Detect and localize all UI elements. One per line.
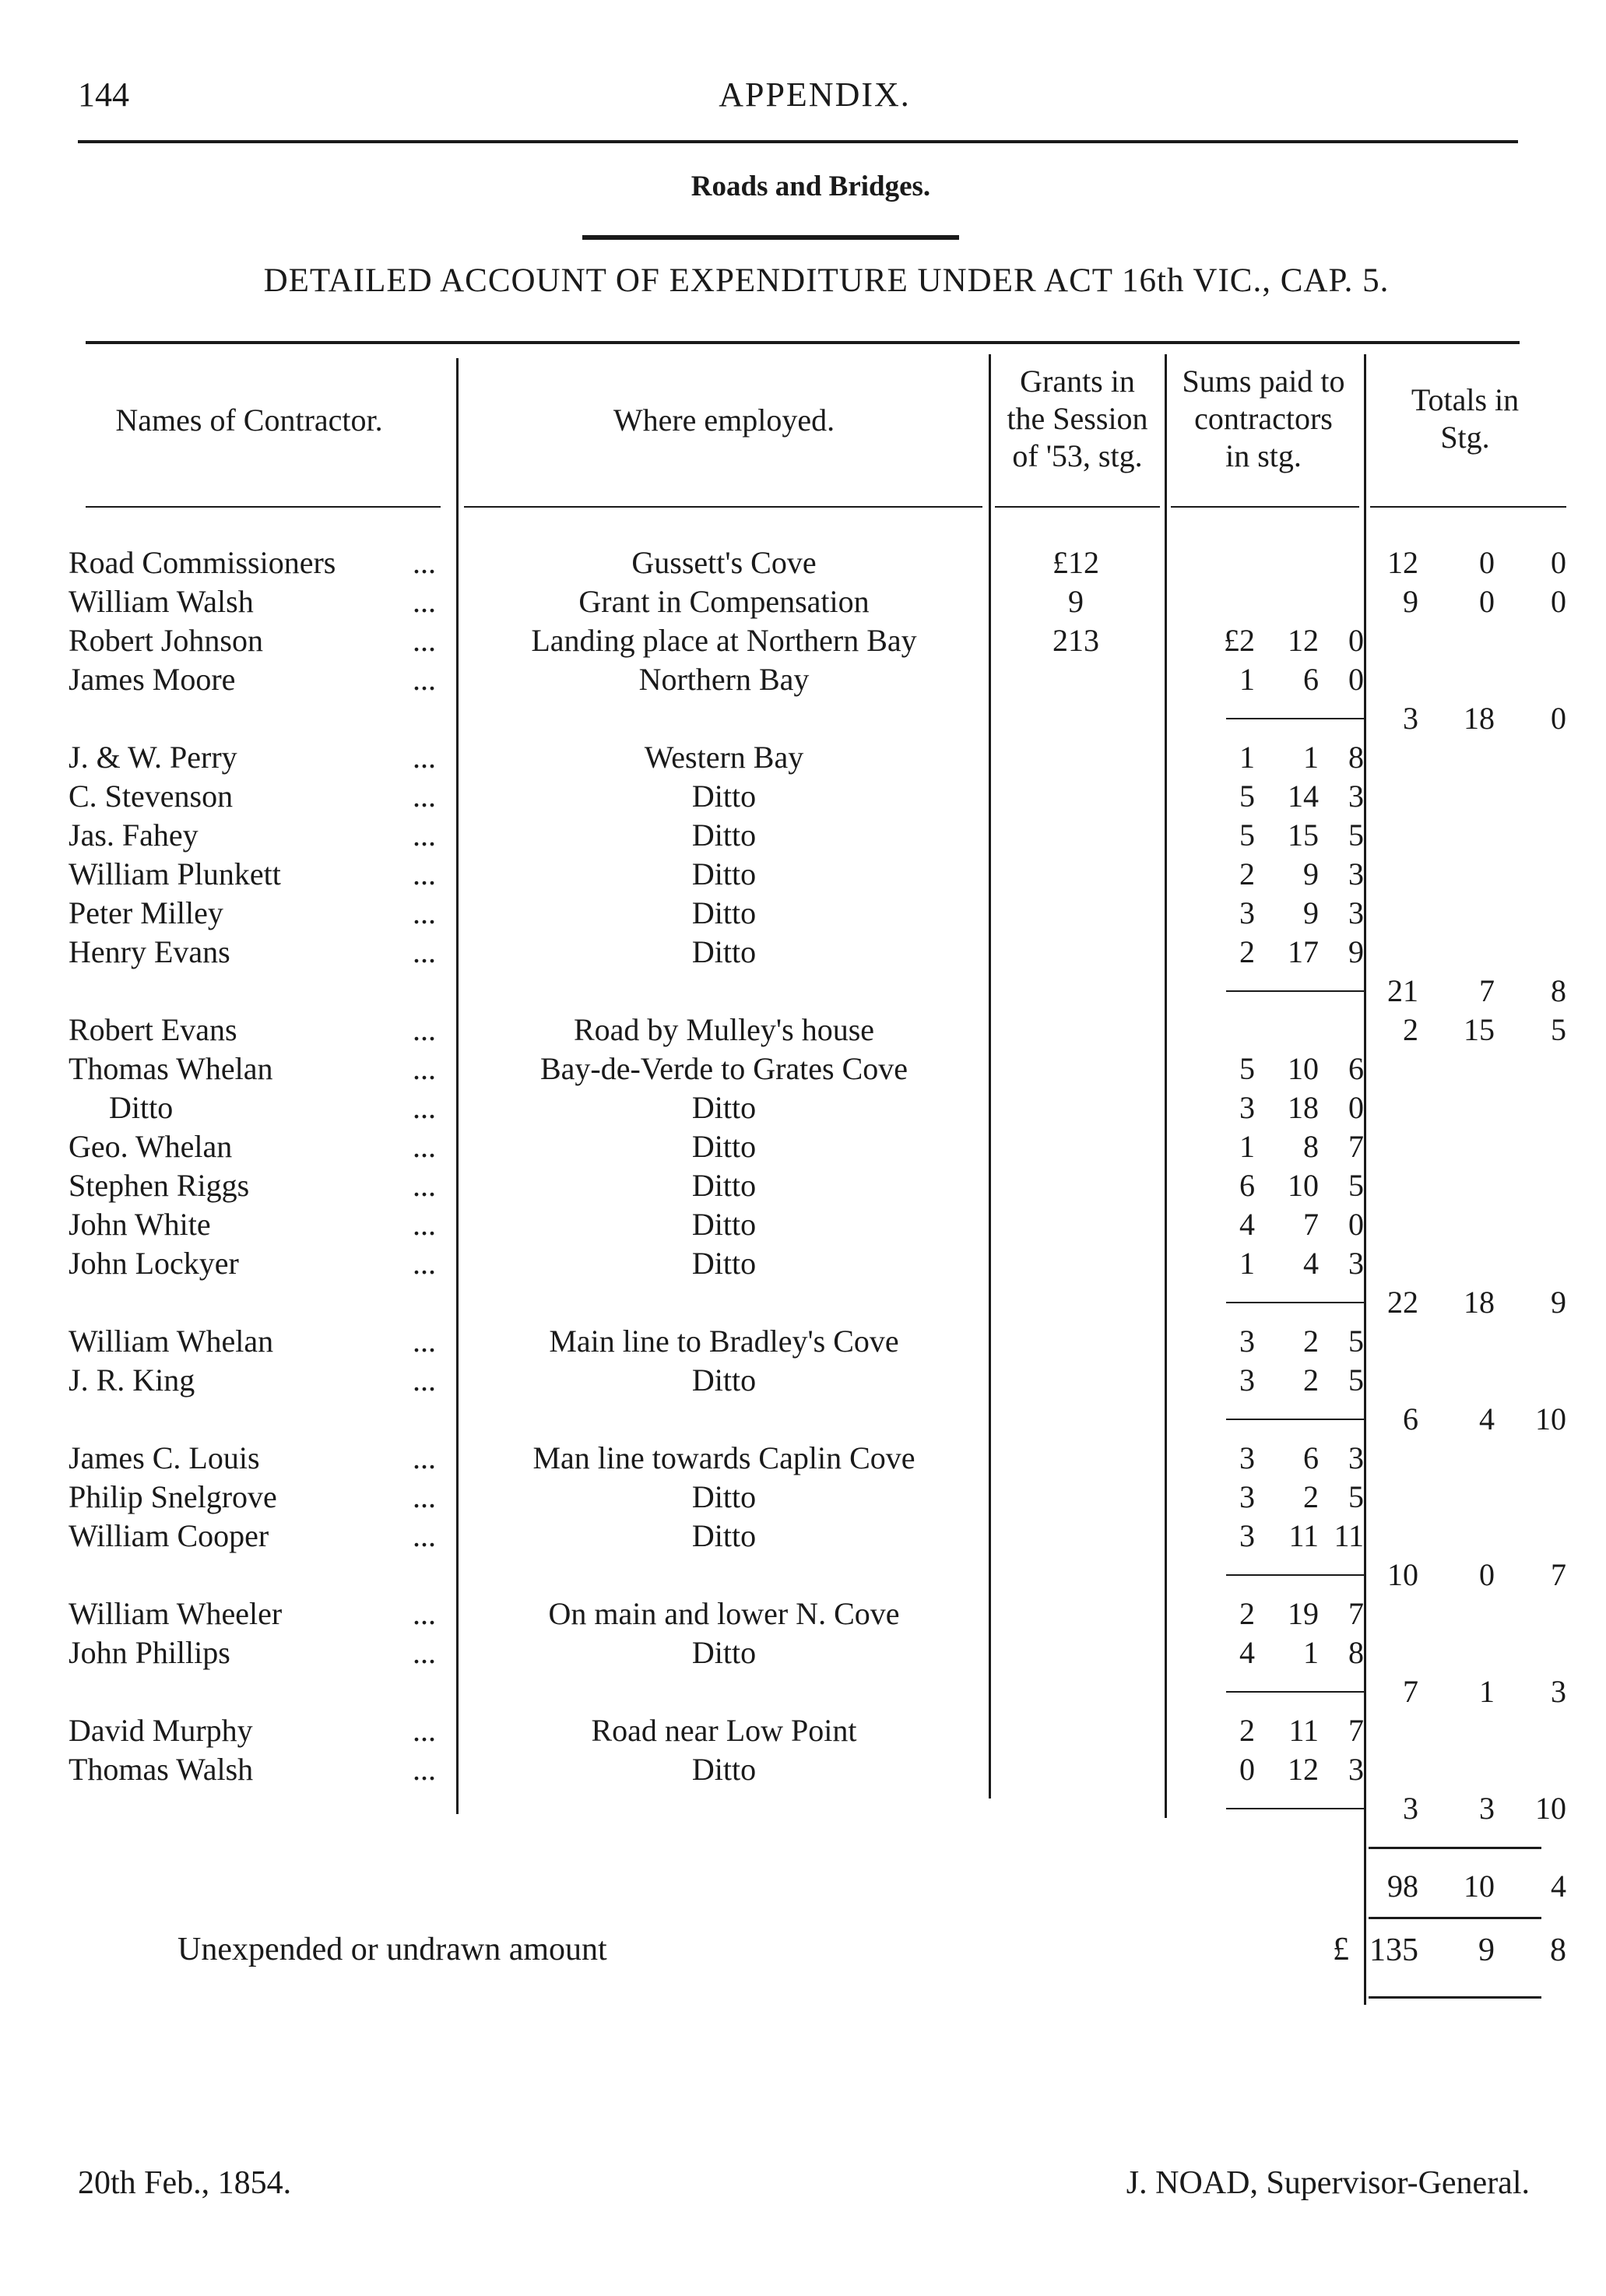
column-header-totals-line: Totals in — [1411, 382, 1520, 417]
grant-amount: 9 — [1068, 584, 1084, 619]
header-underline — [464, 506, 982, 508]
leader-dots: ... — [413, 1324, 436, 1359]
where-employed: Landing place at Northern Bay — [531, 623, 917, 658]
total-pounds: 2 — [1403, 1012, 1418, 1047]
leader-dots: ... — [413, 1246, 436, 1281]
paid-pounds: 5 — [1239, 817, 1255, 853]
where-employed: Ditto — [691, 1207, 757, 1242]
unexpended-label: Unexpended or undrawn amount — [177, 1932, 607, 1967]
table-row — [0, 1711, 1606, 1750]
total-shillings: 0 — [1479, 584, 1495, 619]
paid-shillings: 10 — [1288, 1051, 1319, 1086]
contractor-name: Road Commissioners — [69, 545, 336, 580]
leader-dots: ... — [413, 1012, 436, 1047]
where-employed: Ditto — [691, 779, 757, 814]
paid-pence: 7 — [1348, 1713, 1364, 1748]
paid-pounds: 2 — [1239, 1596, 1255, 1631]
table-row — [0, 1088, 1606, 1127]
table-row — [0, 1556, 1606, 1595]
paid-pence: 5 — [1348, 1362, 1364, 1398]
contractor-name: C. Stevenson — [69, 779, 234, 814]
table-row — [0, 1439, 1606, 1478]
where-employed: Ditto — [691, 817, 757, 853]
where-employed: Ditto — [691, 856, 757, 891]
where-employed: Gussett's Cove — [631, 545, 817, 580]
total-pence: 5 — [1551, 1012, 1566, 1047]
paid-shillings: 17 — [1288, 934, 1319, 969]
paid-pounds: 1 — [1239, 740, 1255, 775]
leader-dots: ... — [413, 1518, 436, 1553]
leader-dots: ... — [413, 1440, 436, 1475]
total-pounds: 12 — [1387, 545, 1418, 580]
paid-shillings: 6 — [1303, 662, 1319, 697]
table-row — [0, 1205, 1606, 1244]
where-employed: Man line towards Caplin Cove — [532, 1440, 915, 1475]
paid-pence: 3 — [1348, 856, 1364, 891]
table-row — [0, 699, 1606, 738]
total-pence: 8 — [1551, 973, 1566, 1008]
total-shillings: 18 — [1464, 701, 1495, 736]
paid-pounds: 2 — [1239, 856, 1255, 891]
paid-shillings: 11 — [1288, 1713, 1319, 1748]
paid-shillings: 19 — [1288, 1596, 1319, 1631]
paid-pence: 5 — [1348, 817, 1364, 853]
paid-shillings: 12 — [1288, 623, 1319, 658]
where-employed: Ditto — [691, 1479, 757, 1514]
unexpended-currency: £ — [1333, 1932, 1349, 1967]
contractor-name: J. & W. Perry — [69, 740, 237, 775]
table-title: DETAILED ACCOUNT OF EXPENDITURE UNDER ACT 16th VIC., CAP. 5. — [263, 262, 1390, 299]
leader-dots: ... — [413, 856, 436, 891]
total-pounds: 21 — [1387, 973, 1418, 1008]
paid-shillings: 8 — [1303, 1129, 1319, 1164]
column-header-name: Names of Contractor. — [115, 403, 383, 438]
leader-dots: ... — [413, 934, 436, 969]
paid-pence: 6 — [1348, 1051, 1364, 1086]
where-employed: Bay-de-Verde to Grates Cove — [539, 1051, 908, 1086]
table-row — [0, 1400, 1606, 1439]
total-pence: 10 — [1535, 1401, 1566, 1436]
contractor-name: Geo. Whelan — [69, 1129, 233, 1164]
paid-pence: 3 — [1348, 1246, 1364, 1281]
total-pence: 0 — [1551, 584, 1566, 619]
contractor-name: Thomas Whelan — [69, 1051, 273, 1086]
leader-dots: ... — [413, 1129, 436, 1164]
table-row — [0, 738, 1606, 777]
table-row — [0, 621, 1606, 660]
leader-dots: ... — [413, 1596, 436, 1631]
footer-date: 20th Feb., 1854. — [78, 2165, 292, 2201]
table-row — [0, 1283, 1606, 1322]
where-employed: Western Bay — [644, 740, 804, 775]
where-employed: Ditto — [691, 1168, 757, 1203]
total-shillings: 7 — [1479, 973, 1495, 1008]
leader-dots: ... — [413, 895, 436, 930]
column-header-sums-line: contractors — [1194, 401, 1333, 436]
paid-pence: 0 — [1348, 662, 1364, 697]
paid-pence: 7 — [1348, 1596, 1364, 1631]
paid-pounds: 3 — [1239, 1090, 1255, 1125]
paid-shillings: 14 — [1288, 779, 1319, 814]
paid-shillings: 7 — [1303, 1207, 1319, 1242]
leader-dots: ... — [413, 1051, 436, 1086]
contractor-name: John White — [69, 1207, 211, 1242]
where-employed: Northern Bay — [638, 662, 810, 697]
header-underline — [1370, 506, 1566, 508]
contractor-name: Robert Evans — [69, 1012, 237, 1047]
total-shillings: 18 — [1464, 1285, 1495, 1320]
unexpended-pence: 8 — [1550, 1932, 1566, 1968]
table-row — [0, 1011, 1606, 1050]
paid-shillings: 1 — [1303, 1635, 1319, 1670]
table-row — [0, 1478, 1606, 1517]
table-row — [0, 543, 1606, 582]
paid-shillings: 6 — [1303, 1440, 1319, 1475]
total-pounds: 3 — [1403, 1791, 1418, 1826]
where-employed: Ditto — [691, 1752, 757, 1787]
header-underline — [995, 506, 1160, 508]
grant-amount: £12 — [1053, 545, 1099, 580]
total-pounds: 7 — [1403, 1674, 1418, 1709]
total-pence: 9 — [1551, 1285, 1566, 1320]
leader-dots: ... — [413, 1713, 436, 1748]
contractor-name: Stephen Riggs — [69, 1168, 250, 1203]
footer-signature: J. NOAD, Supervisor-General. — [1126, 2165, 1530, 2201]
paid-pence: 5 — [1348, 1324, 1364, 1359]
contractor-name: Jas. Fahey — [69, 817, 199, 853]
contractor-name: William Whelan — [69, 1324, 274, 1359]
paid-pounds: 4 — [1239, 1635, 1255, 1670]
table-row — [0, 1322, 1606, 1361]
total-shillings: 3 — [1479, 1791, 1495, 1826]
total-pence: 0 — [1551, 701, 1566, 736]
paid-pounds: £2 — [1224, 623, 1255, 658]
leader-dots: ... — [413, 1362, 436, 1398]
where-employed: Ditto — [691, 1246, 757, 1281]
unexpended-shillings: 9 — [1478, 1932, 1495, 1968]
leader-dots: ... — [413, 662, 436, 697]
paid-shillings: 2 — [1303, 1362, 1319, 1398]
table-row — [0, 1789, 1606, 1828]
contractor-name: James C. Louis — [69, 1440, 260, 1475]
leader-dots: ... — [413, 1090, 436, 1125]
paid-shillings: 4 — [1303, 1246, 1319, 1281]
table-row — [0, 1633, 1606, 1672]
column-header-totals — [1364, 381, 1566, 456]
contractor-name: J. R. King — [69, 1362, 195, 1398]
table-row — [0, 933, 1606, 972]
table-row — [0, 777, 1606, 816]
table-row — [0, 660, 1606, 699]
where-employed: Ditto — [691, 1362, 757, 1398]
contractor-name: David Murphy — [69, 1713, 253, 1748]
paid-pounds: 2 — [1239, 934, 1255, 969]
paid-shillings: 1 — [1303, 740, 1319, 775]
paid-pounds: 1 — [1239, 1129, 1255, 1164]
column-header-sums-line: Sums paid to — [1182, 364, 1345, 399]
paid-pounds: 2 — [1239, 1713, 1255, 1748]
leader-dots: ... — [413, 623, 436, 658]
paid-shillings: 2 — [1303, 1479, 1319, 1514]
paid-pence: 5 — [1348, 1168, 1364, 1203]
leader-dots: ... — [413, 1479, 436, 1514]
contractor-name: William Plunkett — [69, 856, 281, 891]
paid-shillings: 15 — [1288, 817, 1319, 853]
section-title: Roads and Bridges. — [691, 171, 931, 202]
column-header-sums-line: in stg. — [1225, 438, 1302, 473]
paid-pounds: 5 — [1239, 1051, 1255, 1086]
contractor-name: Philip Snelgrove — [69, 1479, 277, 1514]
page-number: 144 — [78, 76, 129, 114]
paid-pounds: 3 — [1239, 1479, 1255, 1514]
paid-shillings: 2 — [1303, 1324, 1319, 1359]
total-pounds: 98 — [1387, 1869, 1418, 1904]
paid-pence: 3 — [1348, 779, 1364, 814]
paid-shillings: 18 — [1288, 1090, 1319, 1125]
contractor-name: Ditto — [109, 1090, 174, 1125]
total-shillings: 1 — [1479, 1674, 1495, 1709]
total-shillings: 15 — [1464, 1012, 1495, 1047]
header-rule — [78, 140, 1518, 143]
table-row — [0, 1867, 1606, 1906]
leader-dots: ... — [413, 1168, 436, 1203]
leader-dots: ... — [413, 1635, 436, 1670]
total-pence: 0 — [1551, 545, 1566, 580]
paid-pounds: 3 — [1239, 1324, 1255, 1359]
leader-dots: ... — [413, 1752, 436, 1787]
paid-pence: 11 — [1334, 1518, 1364, 1553]
table-row — [0, 1595, 1606, 1633]
paid-pounds: 4 — [1239, 1207, 1255, 1242]
running-head: APPENDIX. — [719, 76, 911, 114]
paid-pounds: 3 — [1239, 1362, 1255, 1398]
table-row — [0, 894, 1606, 933]
total-pounds: 6 — [1403, 1401, 1418, 1436]
total-shillings: 0 — [1479, 1557, 1495, 1592]
column-header-grants-line: of '53, stg. — [1012, 438, 1143, 473]
total-shillings: 4 — [1479, 1401, 1495, 1436]
total-pounds: 22 — [1387, 1285, 1418, 1320]
unexpended-pounds: 135 — [1369, 1932, 1418, 1968]
table-row — [0, 1127, 1606, 1166]
paid-pounds: 1 — [1239, 662, 1255, 697]
paid-pence: 5 — [1348, 1479, 1364, 1514]
where-employed: Grant in Compensation — [578, 584, 870, 619]
contractor-name: Robert Johnson — [69, 623, 263, 658]
paid-pence: 3 — [1348, 1752, 1364, 1787]
paid-pounds: 6 — [1239, 1168, 1255, 1203]
paid-shillings: 9 — [1303, 856, 1319, 891]
column-header-grants — [987, 363, 1168, 475]
contractor-name: Henry Evans — [69, 934, 230, 969]
column-header-totals-line: Stg. — [1440, 420, 1490, 455]
grand-total-rule — [1369, 1996, 1541, 1999]
where-employed: On main and lower N. Cove — [548, 1596, 900, 1631]
contractor-name: John Lockyer — [69, 1246, 239, 1281]
table-row — [0, 816, 1606, 855]
section-title-rule — [582, 235, 959, 240]
paid-pounds: 3 — [1239, 895, 1255, 930]
contractor-name: James Moore — [69, 662, 236, 697]
contractor-name: John Phillips — [69, 1635, 230, 1670]
paid-pence: 8 — [1348, 740, 1364, 775]
column-header-grants-line: Grants in — [1020, 364, 1135, 399]
where-employed: Ditto — [691, 934, 757, 969]
table-row — [0, 855, 1606, 894]
where-employed: Ditto — [691, 1518, 757, 1553]
unexpended-amount-row — [0, 1931, 1606, 1970]
paid-shillings: 11 — [1288, 1518, 1319, 1553]
paid-shillings: 9 — [1303, 895, 1319, 930]
table-row — [0, 1166, 1606, 1205]
contractor-name: William Cooper — [69, 1518, 269, 1553]
where-employed: Ditto — [691, 1635, 757, 1670]
table-row — [0, 972, 1606, 1011]
where-employed: Road near Low Point — [591, 1713, 857, 1748]
contractor-name: William Wheeler — [69, 1596, 283, 1631]
where-employed: Ditto — [691, 1129, 757, 1164]
total-shillings: 0 — [1479, 545, 1495, 580]
leader-dots: ... — [413, 545, 436, 580]
table-row — [0, 1828, 1606, 1867]
leader-dots: ... — [413, 817, 436, 853]
contractor-name: Peter Milley — [69, 895, 223, 930]
header-underline — [1171, 506, 1359, 508]
total-pence: 4 — [1551, 1869, 1566, 1904]
leader-dots: ... — [413, 740, 436, 775]
leader-dots: ... — [413, 779, 436, 814]
grant-amount: 213 — [1053, 623, 1099, 658]
column-header-sums — [1165, 363, 1362, 475]
where-employed: Road by Mulley's house — [573, 1012, 875, 1047]
total-shillings: 10 — [1464, 1869, 1495, 1904]
total-pence: 7 — [1551, 1557, 1566, 1592]
where-employed: Ditto — [691, 895, 757, 930]
contractor-name: Thomas Walsh — [69, 1752, 254, 1787]
table-row — [0, 582, 1606, 621]
total-pence: 10 — [1535, 1791, 1566, 1826]
table-row — [0, 1672, 1606, 1711]
where-employed: Ditto — [691, 1090, 757, 1125]
contractor-name: William Walsh — [69, 584, 254, 619]
grand-total-rule — [1369, 1917, 1541, 1919]
paid-pence: 0 — [1348, 1207, 1364, 1242]
paid-pounds: 0 — [1239, 1752, 1255, 1787]
table-row — [0, 1750, 1606, 1789]
paid-pence: 9 — [1348, 934, 1364, 969]
paid-pounds: 1 — [1239, 1246, 1255, 1281]
paid-pounds: 5 — [1239, 779, 1255, 814]
header-underline — [86, 506, 441, 508]
paid-shillings: 10 — [1288, 1168, 1319, 1203]
leader-dots: ... — [413, 1207, 436, 1242]
total-pounds: 3 — [1403, 701, 1418, 736]
column-header-where: Where employed. — [613, 403, 835, 438]
paid-pence: 7 — [1348, 1129, 1364, 1164]
total-pence: 3 — [1551, 1674, 1566, 1709]
total-pounds: 10 — [1387, 1557, 1418, 1592]
leader-dots: ... — [413, 584, 436, 619]
table-row — [0, 1517, 1606, 1556]
paid-pence: 0 — [1348, 623, 1364, 658]
paid-pence: 8 — [1348, 1635, 1364, 1670]
where-employed: Main line to Bradley's Cove — [549, 1324, 899, 1359]
table-row — [0, 1050, 1606, 1088]
table-top-rule — [86, 341, 1520, 344]
total-pounds: 9 — [1403, 584, 1418, 619]
paid-pounds: 3 — [1239, 1440, 1255, 1475]
paid-pence: 3 — [1348, 895, 1364, 930]
table-row — [0, 1244, 1606, 1283]
paid-shillings: 12 — [1288, 1752, 1319, 1787]
table-row — [0, 1361, 1606, 1400]
paid-pence: 0 — [1348, 1090, 1364, 1125]
column-header-grants-line: the Session — [1007, 401, 1148, 436]
paid-pounds: 3 — [1239, 1518, 1255, 1553]
paid-pence: 3 — [1348, 1440, 1364, 1475]
